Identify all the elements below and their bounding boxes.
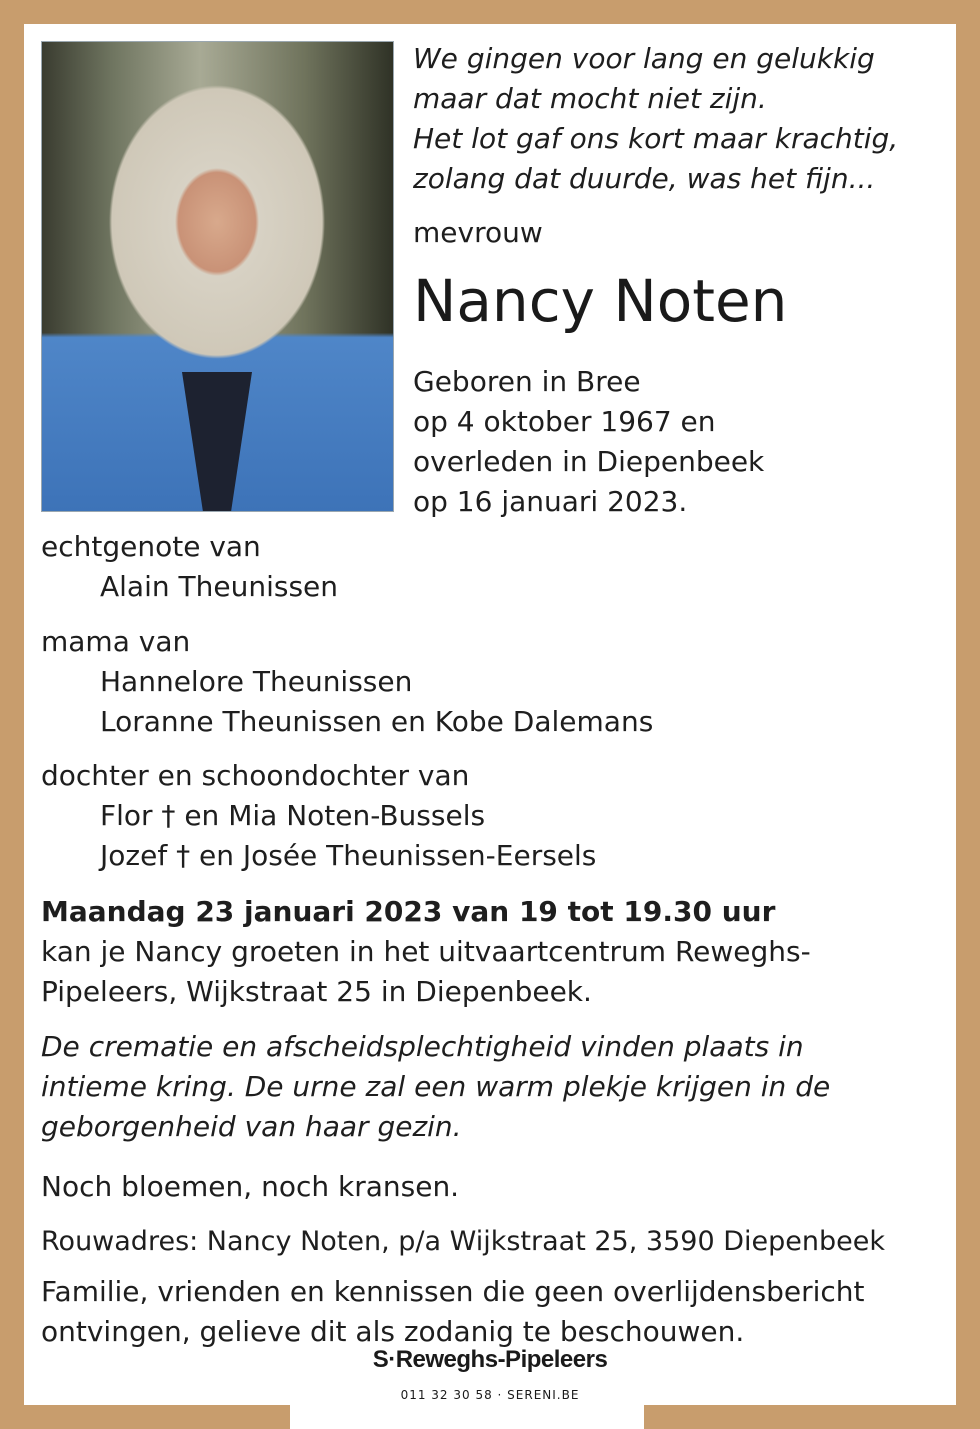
parents-section (41, 756, 596, 876)
parent-name: Flor † en Mia Noten-Bussels (100, 799, 486, 832)
child-name: Hannelore Theunissen (100, 665, 413, 698)
notice-section (41, 1272, 865, 1352)
spouse-name: Alain Theunissen (100, 570, 339, 603)
visitation-section (41, 892, 811, 1012)
verse-line: Het lot gaf ons kort maar krachtig, (413, 122, 899, 155)
children-section (41, 622, 653, 742)
deceased-name: Nancy Noten (413, 267, 788, 335)
ceremony-line: intieme kring. De urne zal een warm plekje krijgen in de (41, 1070, 831, 1103)
verse-line: We gingen voor lang en gelukkig (413, 42, 875, 75)
flowers-note (41, 1167, 459, 1207)
portrait-photo (41, 41, 394, 512)
ceremony-line: De crematie en afscheidsplechtigheid vinden plaats in (41, 1030, 804, 1063)
birth-line: op 16 januari 2023. (413, 485, 688, 518)
visitation-line: kan je Nancy groeten in het uitvaartcentrum Reweghs- (41, 935, 811, 968)
flowers-text: Noch bloemen, noch kransen. (41, 1170, 460, 1203)
verse (413, 39, 898, 199)
birth-line: overleden in Diepenbeek (413, 445, 765, 478)
child-name: Loranne Theunissen en Kobe Dalemans (100, 705, 654, 738)
ceremony-line: geborgenheid van haar gezin. (41, 1110, 462, 1143)
visitation-line: Pipeleers, Wijkstraat 25 in Diepenbeek. (41, 975, 592, 1008)
birth-line: op 4 oktober 1967 en (413, 405, 716, 438)
address-note (41, 1222, 885, 1262)
verse-line: maar dat mocht niet zijn. (413, 82, 767, 115)
funeral-home-logo: S·Reweghs-Pipeleers (372, 1346, 608, 1373)
notice-line: Familie, vrienden en kennissen die geen overlijdensbericht (41, 1275, 865, 1308)
verse-line: zolang dat duurde, was het fijn... (413, 162, 876, 195)
address-text: Rouwadres: Nancy Noten, p/a Wijkstraat 25, 3590 Diepenbeek (41, 1226, 885, 1257)
parents-label: dochter en schoondochter van (41, 759, 470, 792)
ceremony-section (41, 1027, 830, 1147)
birth-line: Geboren in Bree (413, 365, 641, 398)
obituary-card (24, 24, 956, 1405)
portrait-collar (182, 372, 252, 512)
parent-name: Jozef † en Josée Theunissen-Eersels (100, 839, 597, 872)
children-label: mama van (41, 625, 191, 658)
birth-death-info (413, 362, 764, 522)
spouse-label: echtgenote van (41, 530, 261, 563)
spouse-section (41, 527, 338, 607)
honorific: mevrouw (413, 216, 543, 249)
notice-line: ontvingen, gelieve dit als zodanig te beschouwen. (41, 1315, 745, 1348)
visitation-headline: Maandag 23 januari 2023 van 19 tot 19.30 uur (41, 895, 776, 928)
funeral-home-contact: 011 32 30 58 · SERENI.BE (400, 1388, 580, 1402)
